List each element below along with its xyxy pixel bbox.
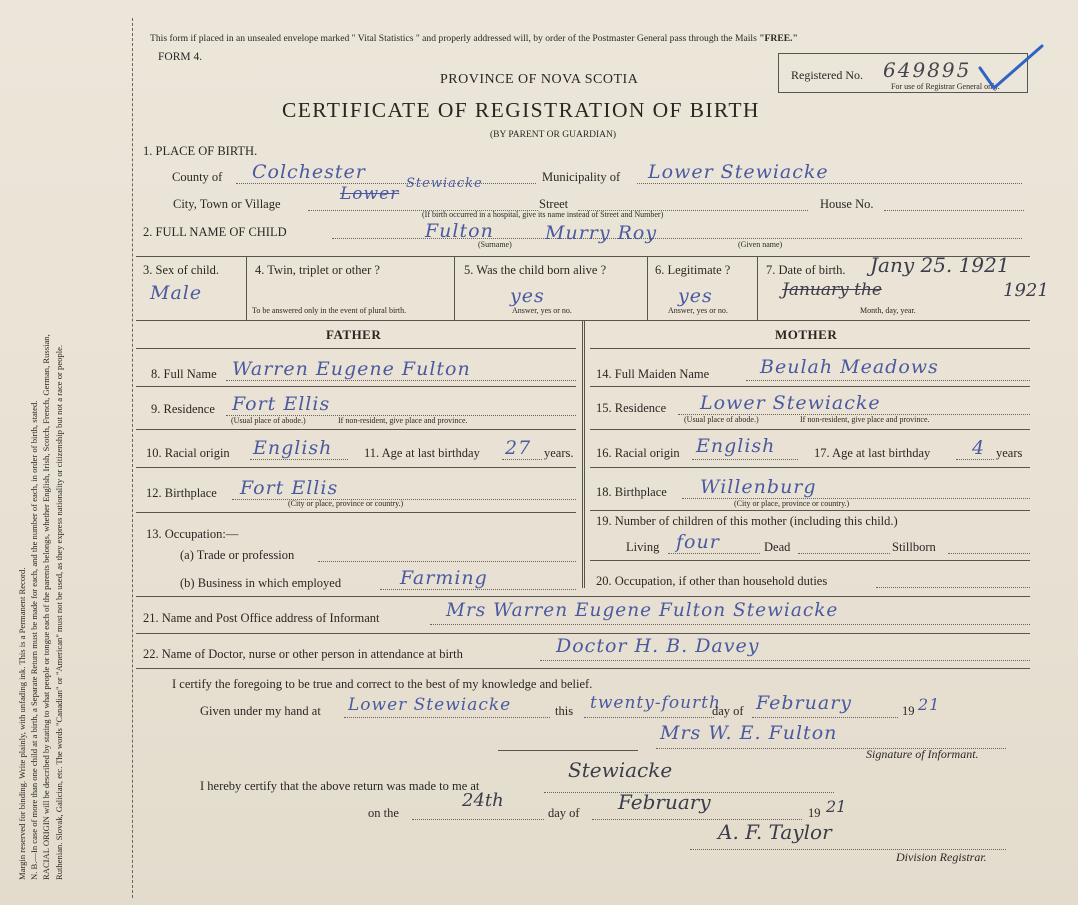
on-day-line bbox=[412, 819, 544, 820]
mother-occupation-label: 20. Occupation, if other than household duties bbox=[596, 574, 828, 588]
margin-line-1: Margin reserved for binding. Write plainly, with unfading ink. This is a Permanent Record. bbox=[17, 567, 27, 880]
father-residence-note-1: (Usual place of abode.) bbox=[231, 416, 306, 425]
parents-bottom-rule bbox=[136, 596, 1030, 597]
certificate-subtitle: (BY PARENT OR GUARDIAN) bbox=[490, 130, 617, 140]
child-surname: Fulton bbox=[425, 220, 494, 242]
mother-age-label: 17. Age at last birthday bbox=[814, 446, 931, 460]
father-birthplace-note: (City or place, province or country.) bbox=[288, 499, 404, 508]
mother-rule-2 bbox=[590, 429, 1030, 430]
father-residence-label: 9. Residence bbox=[151, 402, 215, 416]
father-rule-4 bbox=[136, 512, 576, 513]
year-prefix: 19 bbox=[902, 704, 915, 718]
row3-divider-1 bbox=[246, 256, 247, 320]
certify-statement: I certify the foregoing to be true and correct to the best of my knowledge and belief. bbox=[172, 677, 593, 691]
mother-age-line bbox=[956, 459, 994, 460]
father-birthplace-value: Fort Ellis bbox=[240, 477, 339, 499]
on-year-prefix: 19 bbox=[808, 806, 821, 820]
margin-line-3: RACIAL ORIGIN will be described by stating to what people or tongue each of the parents belongs, whether English, Irish, Scotch, French, German, Russian, bbox=[41, 334, 52, 880]
informant-rule bbox=[136, 633, 1030, 634]
legit-value: yes bbox=[678, 285, 713, 307]
father-residence-value: Fort Ellis bbox=[232, 393, 331, 415]
father-rule-3 bbox=[136, 467, 576, 468]
business-line bbox=[380, 589, 576, 590]
mother-rule-4 bbox=[590, 510, 1030, 511]
registered-note: For use of Registrar General only. bbox=[891, 82, 1000, 91]
father-heading: FATHER bbox=[326, 327, 382, 342]
city-value: Stewiacke bbox=[406, 176, 483, 191]
municipality-label: Municipality of bbox=[542, 170, 621, 184]
row3-divider-4 bbox=[757, 256, 758, 320]
place-of-birth-heading: 1. PLACE OF BIRTH. bbox=[143, 144, 258, 158]
father-age-value: 27 bbox=[505, 437, 532, 459]
given-under-label: Given under my hand at bbox=[200, 704, 321, 718]
registrar-statement: I hereby certify that the above return was made to me at bbox=[200, 779, 480, 793]
registrar-caption: Division Registrar. bbox=[896, 850, 987, 864]
father-name-line bbox=[226, 380, 576, 381]
business-label: (b) Business in which employed bbox=[180, 576, 342, 590]
father-age-label: 11. Age at last birthday bbox=[364, 446, 480, 460]
signature-caption: Signature of Informant. bbox=[866, 747, 979, 761]
informant-label: 21. Name and Post Office address of Informant bbox=[143, 611, 380, 625]
margin-line-2: N. B.—In case of more than one child at a birth, a Separate Return must be made for each, and the number of each, in order of birth, stated. bbox=[29, 400, 40, 880]
municipality-line bbox=[637, 183, 1022, 184]
dob-label: 7. Date of birth. bbox=[766, 263, 846, 277]
sex-label: 3. Sex of child. bbox=[143, 263, 220, 277]
margin-instructions bbox=[16, 20, 65, 880]
day-of-label: day of bbox=[712, 704, 744, 718]
binding-margin-line bbox=[132, 18, 133, 898]
house-line bbox=[884, 210, 1024, 211]
mother-heading: MOTHER bbox=[775, 327, 838, 342]
father-years-label: years. bbox=[544, 446, 574, 460]
stillborn-label: Stillborn bbox=[892, 540, 936, 554]
father-occupation-label: 13. Occupation:— bbox=[146, 527, 239, 541]
father-race-line bbox=[250, 459, 348, 460]
legit-note: Answer, yes or no. bbox=[668, 306, 728, 315]
mother-rule-5 bbox=[590, 560, 1030, 561]
informant-line bbox=[430, 624, 1030, 625]
given-caption: (Given name) bbox=[738, 240, 783, 249]
mother-name-line bbox=[746, 380, 1030, 381]
street-note: (If birth occurred in a hospital, give its name instead of Street and Number) bbox=[422, 210, 664, 219]
alive-note: Answer, yes or no. bbox=[512, 306, 572, 315]
on-day-value: 24th bbox=[462, 790, 504, 811]
trade-line bbox=[318, 561, 576, 562]
dob-year: 1921 bbox=[1003, 280, 1049, 301]
registrar-signature: A. F. Taylor bbox=[718, 820, 832, 844]
margin-line-4: Ruthenian. Slovak, Galician, etc. The words "Canadian" or "American" must not be used, as they express nationality or citizenship but not a race or people. bbox=[53, 344, 64, 880]
dob-note: Month, day, year. bbox=[860, 306, 916, 315]
signature-rule-left bbox=[498, 750, 638, 751]
trade-label: (a) Trade or profession bbox=[180, 548, 295, 562]
form-number: FORM 4. bbox=[158, 51, 203, 63]
twin-note: To be answered only in the event of plural birth. bbox=[252, 306, 407, 315]
mother-birthplace-note: (City or place, province or country.) bbox=[734, 499, 850, 508]
day-value: twenty-fourth bbox=[590, 693, 721, 713]
registered-number: 649895 bbox=[883, 58, 972, 82]
mother-birthplace-label: 18. Birthplace bbox=[596, 485, 667, 499]
mother-heading-rule bbox=[590, 348, 1030, 349]
informant-signature: Mrs W. E. Fulton bbox=[660, 722, 838, 744]
child-given-name: Murry Roy bbox=[545, 222, 658, 244]
dead-line bbox=[798, 553, 890, 554]
province-heading: PROVINCE OF NOVA SCOTIA bbox=[440, 72, 639, 87]
sex-value: Male bbox=[150, 282, 203, 304]
municipality-value: Lower Stewiacke bbox=[648, 161, 829, 183]
father-birthplace-label: 12. Birthplace bbox=[146, 486, 217, 500]
surname-caption: (Surname) bbox=[478, 240, 512, 249]
mother-race-value: English bbox=[696, 435, 776, 457]
postal-note: This form if placed in an unsealed envelope marked " Vital Statistics " and properly addressed will, by order of the Postmaster General pass through the Mails "FREE." bbox=[150, 33, 798, 44]
on-month-value: February bbox=[618, 790, 711, 814]
mother-name-value: Beulah Meadows bbox=[760, 356, 939, 378]
dead-label: Dead bbox=[764, 540, 791, 554]
doctor-label: 22. Name of Doctor, nurse or other person in attendance at birth bbox=[143, 647, 463, 661]
father-race-value: English bbox=[253, 437, 333, 459]
living-line bbox=[668, 553, 760, 554]
mother-age-value: 4 bbox=[972, 437, 986, 459]
year-value: 21 bbox=[918, 695, 941, 714]
house-label: House No. bbox=[820, 197, 874, 211]
mother-residence-note-2: If non-resident, give place and province. bbox=[800, 415, 930, 424]
given-place-value: Lower Stewiacke bbox=[348, 695, 512, 715]
business-value: Farming bbox=[400, 567, 488, 589]
city-label: City, Town or Village bbox=[173, 197, 281, 211]
father-heading-rule bbox=[136, 348, 576, 349]
mother-residence-note-1: (Usual place of abode.) bbox=[684, 415, 759, 424]
doctor-rule bbox=[136, 668, 1030, 669]
legit-label: 6. Legitimate ? bbox=[655, 263, 731, 277]
certificate-title: CERTIFICATE OF REGISTRATION OF BIRTH bbox=[282, 98, 760, 122]
on-year-value: 21 bbox=[826, 797, 847, 816]
mother-birthplace-value: Willenburg bbox=[700, 476, 817, 498]
street-label: Street bbox=[539, 197, 569, 211]
postal-free: "FREE." bbox=[759, 33, 798, 44]
mother-residence-value: Lower Stewiacke bbox=[700, 392, 881, 414]
day-line bbox=[584, 717, 714, 718]
row3-divider-3 bbox=[647, 256, 648, 320]
informant-value: Mrs Warren Eugene Fulton Stewiacke bbox=[446, 600, 839, 621]
stillborn-line bbox=[948, 553, 1030, 554]
father-race-label: 10. Racial origin bbox=[146, 446, 230, 460]
given-place-line bbox=[344, 717, 550, 718]
doctor-value: Doctor H. B. Davey bbox=[556, 635, 760, 657]
mother-occupation-line bbox=[876, 587, 1030, 588]
mother-race-label: 16. Racial origin bbox=[596, 446, 680, 460]
father-birthplace-line bbox=[232, 499, 576, 500]
father-name-label: 8. Full Name bbox=[151, 367, 217, 381]
mother-residence-label: 15. Residence bbox=[596, 401, 667, 415]
mother-rule-1 bbox=[590, 386, 1030, 387]
county-label: County of bbox=[172, 170, 223, 184]
mother-race-line bbox=[692, 459, 798, 460]
doctor-line bbox=[540, 660, 1030, 661]
alive-label: 5. Was the child born alive ? bbox=[464, 263, 607, 277]
city-value-struck: Lower bbox=[340, 184, 400, 204]
this-label: this bbox=[555, 704, 574, 718]
county-value: Colchester bbox=[252, 161, 366, 183]
registrar-place: Stewiacke bbox=[568, 758, 673, 782]
father-rule-1 bbox=[136, 386, 576, 387]
children-label: 19. Number of children of this mother (including this child.) bbox=[596, 514, 898, 528]
father-rule-2 bbox=[136, 429, 576, 430]
living-label: Living bbox=[626, 540, 660, 554]
on-day-of-label: day of bbox=[548, 806, 580, 820]
mother-rule-3 bbox=[590, 467, 1030, 468]
mother-name-label: 14. Full Maiden Name bbox=[596, 367, 710, 381]
dob-struck: January the bbox=[782, 280, 882, 300]
child-name-label: 2. FULL NAME OF CHILD bbox=[143, 225, 287, 239]
mother-years-label: years bbox=[996, 446, 1023, 460]
alive-value: yes bbox=[510, 285, 545, 307]
month-value: February bbox=[756, 692, 853, 714]
row3-divider-2 bbox=[454, 256, 455, 320]
on-the-label: on the bbox=[368, 806, 399, 820]
registered-label: Registered No. bbox=[791, 68, 863, 82]
living-value: four bbox=[676, 531, 720, 553]
month-line bbox=[752, 717, 898, 718]
dob-value: Jany 25. 1921 bbox=[870, 253, 1010, 277]
father-age-line bbox=[502, 459, 542, 460]
parents-divider bbox=[582, 320, 585, 588]
checkmark-icon bbox=[972, 38, 1052, 96]
twin-label: 4. Twin, triplet or other ? bbox=[255, 263, 380, 277]
father-residence-note-2: If non-resident, give place and province. bbox=[338, 416, 468, 425]
father-name-value: Warren Eugene Fulton bbox=[232, 358, 471, 380]
